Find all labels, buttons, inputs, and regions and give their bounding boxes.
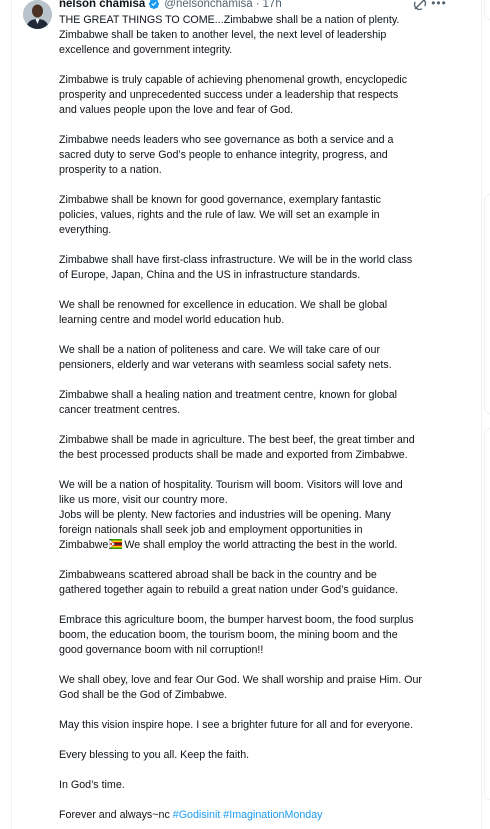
tweet-paragraph: We shall obey, love and fear Our God. We shall worship and praise Him. Our God shall be the God of Zimbabwe. <box>59 674 422 701</box>
avatar[interactable] <box>23 0 52 29</box>
hospitality-text: We will be a nation of hospitality. Tourism will boom. Visitors will love and like us more, visit our country more. Jobs will be plenty. New factories and industries will be opening. Many foreign nationals shall seek job and employment opportunities in Zimbabwe <box>59 479 403 551</box>
tweet-paragraph-closing <box>59 808 459 823</box>
tweet-paragraph: We shall be a nation of politeness and care. We will take care of our pensioners, elderly and war veterans with seamless social safety nets. <box>59 344 392 371</box>
sidebar-card <box>484 194 490 414</box>
tweet-paragraph: Zimbabwe shall be known for good governance, exemplary fantastic policies, values, rights and the rule of law. We will set an example in everything. <box>59 194 381 236</box>
header-separator: · <box>255 0 260 10</box>
tweet-text <box>59 13 459 823</box>
tweet-paragraph: In God’s time. <box>59 779 125 791</box>
hospitality-tail: We shall employ the world attracting the best in the world. <box>124 539 398 551</box>
tweet-header <box>59 0 282 13</box>
verified-badge-icon <box>148 0 160 10</box>
tweet-paragraph: We shall be renowned for excellence in education. We shall be global learning centre and model world education hub. <box>59 299 388 326</box>
grok-icon-glyph <box>412 0 428 12</box>
tweet-paragraph: Zimbabwe needs leaders who see governance as both a service and a sacred duty to serve God’s people to enhance integrity, progress, and prosperity to a nation. <box>59 134 394 176</box>
author-name[interactable]: nelson chamisa <box>59 0 146 10</box>
closing-text: Forever and always~nc <box>59 809 173 821</box>
tweet-paragraph: Zimbabwe shall have first-class infrastructure. We will be in the world class of Europe, Japan, China and the US in infrastructure standards. <box>59 254 413 281</box>
hashtag-link[interactable]: #Godisinit <box>172 809 221 821</box>
tweet-paragraph: May this vision inspire hope. I see a brighter future for all and for everyone. <box>59 719 414 731</box>
hashtag-link[interactable]: #ImaginationMonday <box>223 809 323 821</box>
sidebar-card <box>484 0 490 20</box>
sidebar-card <box>484 428 490 800</box>
tweet-paragraph: Zimbabwe is truly capable of achieving phenomenal growth, encyclopedic prosperity and unprecedented success under a leadership that respects and values people upon the love and fear of God. <box>59 74 408 116</box>
tweet-paragraph: Zimbabwe shall a healing nation and treatment centre, known for global cancer treatment centres. <box>59 389 398 416</box>
tweet-timestamp[interactable]: 17h <box>262 0 282 10</box>
avatar-image <box>23 0 52 29</box>
tweet-paragraph: Every blessing to you all. Keep the faith. <box>59 749 250 761</box>
tweet-paragraph: Zimbabweans scattered abroad shall be back in the country and be gathered together again to rebuild a great nation under God’s guidance. <box>59 569 399 596</box>
zimbabwe-flag-icon <box>109 539 122 549</box>
tweet-paragraph: Zimbabwe shall be made in agriculture. The best beef, the great timber and the best processed products shall be made and exported from Zimbabwe. <box>59 434 415 461</box>
more-horizontal-icon[interactable]: ••• <box>431 0 447 10</box>
tweet-paragraph: THE GREAT THINGS TO COME...Zimbabwe shall be a nation of plenty. Zimbabwe shall be taken to another level, the next level of leadership excellence and government integrity. <box>59 14 400 56</box>
tweet-paragraph: Embrace this agriculture boom, the bumper harvest boom, the food surplus boom, the education boom, the tourism boom, the mining boom and the good governance boom with nil corruption!! <box>59 614 414 656</box>
grok-icon[interactable] <box>412 0 428 12</box>
tweet-paragraph-hospitality <box>59 478 459 553</box>
author-handle[interactable]: @nelsonchamisa <box>164 0 253 10</box>
